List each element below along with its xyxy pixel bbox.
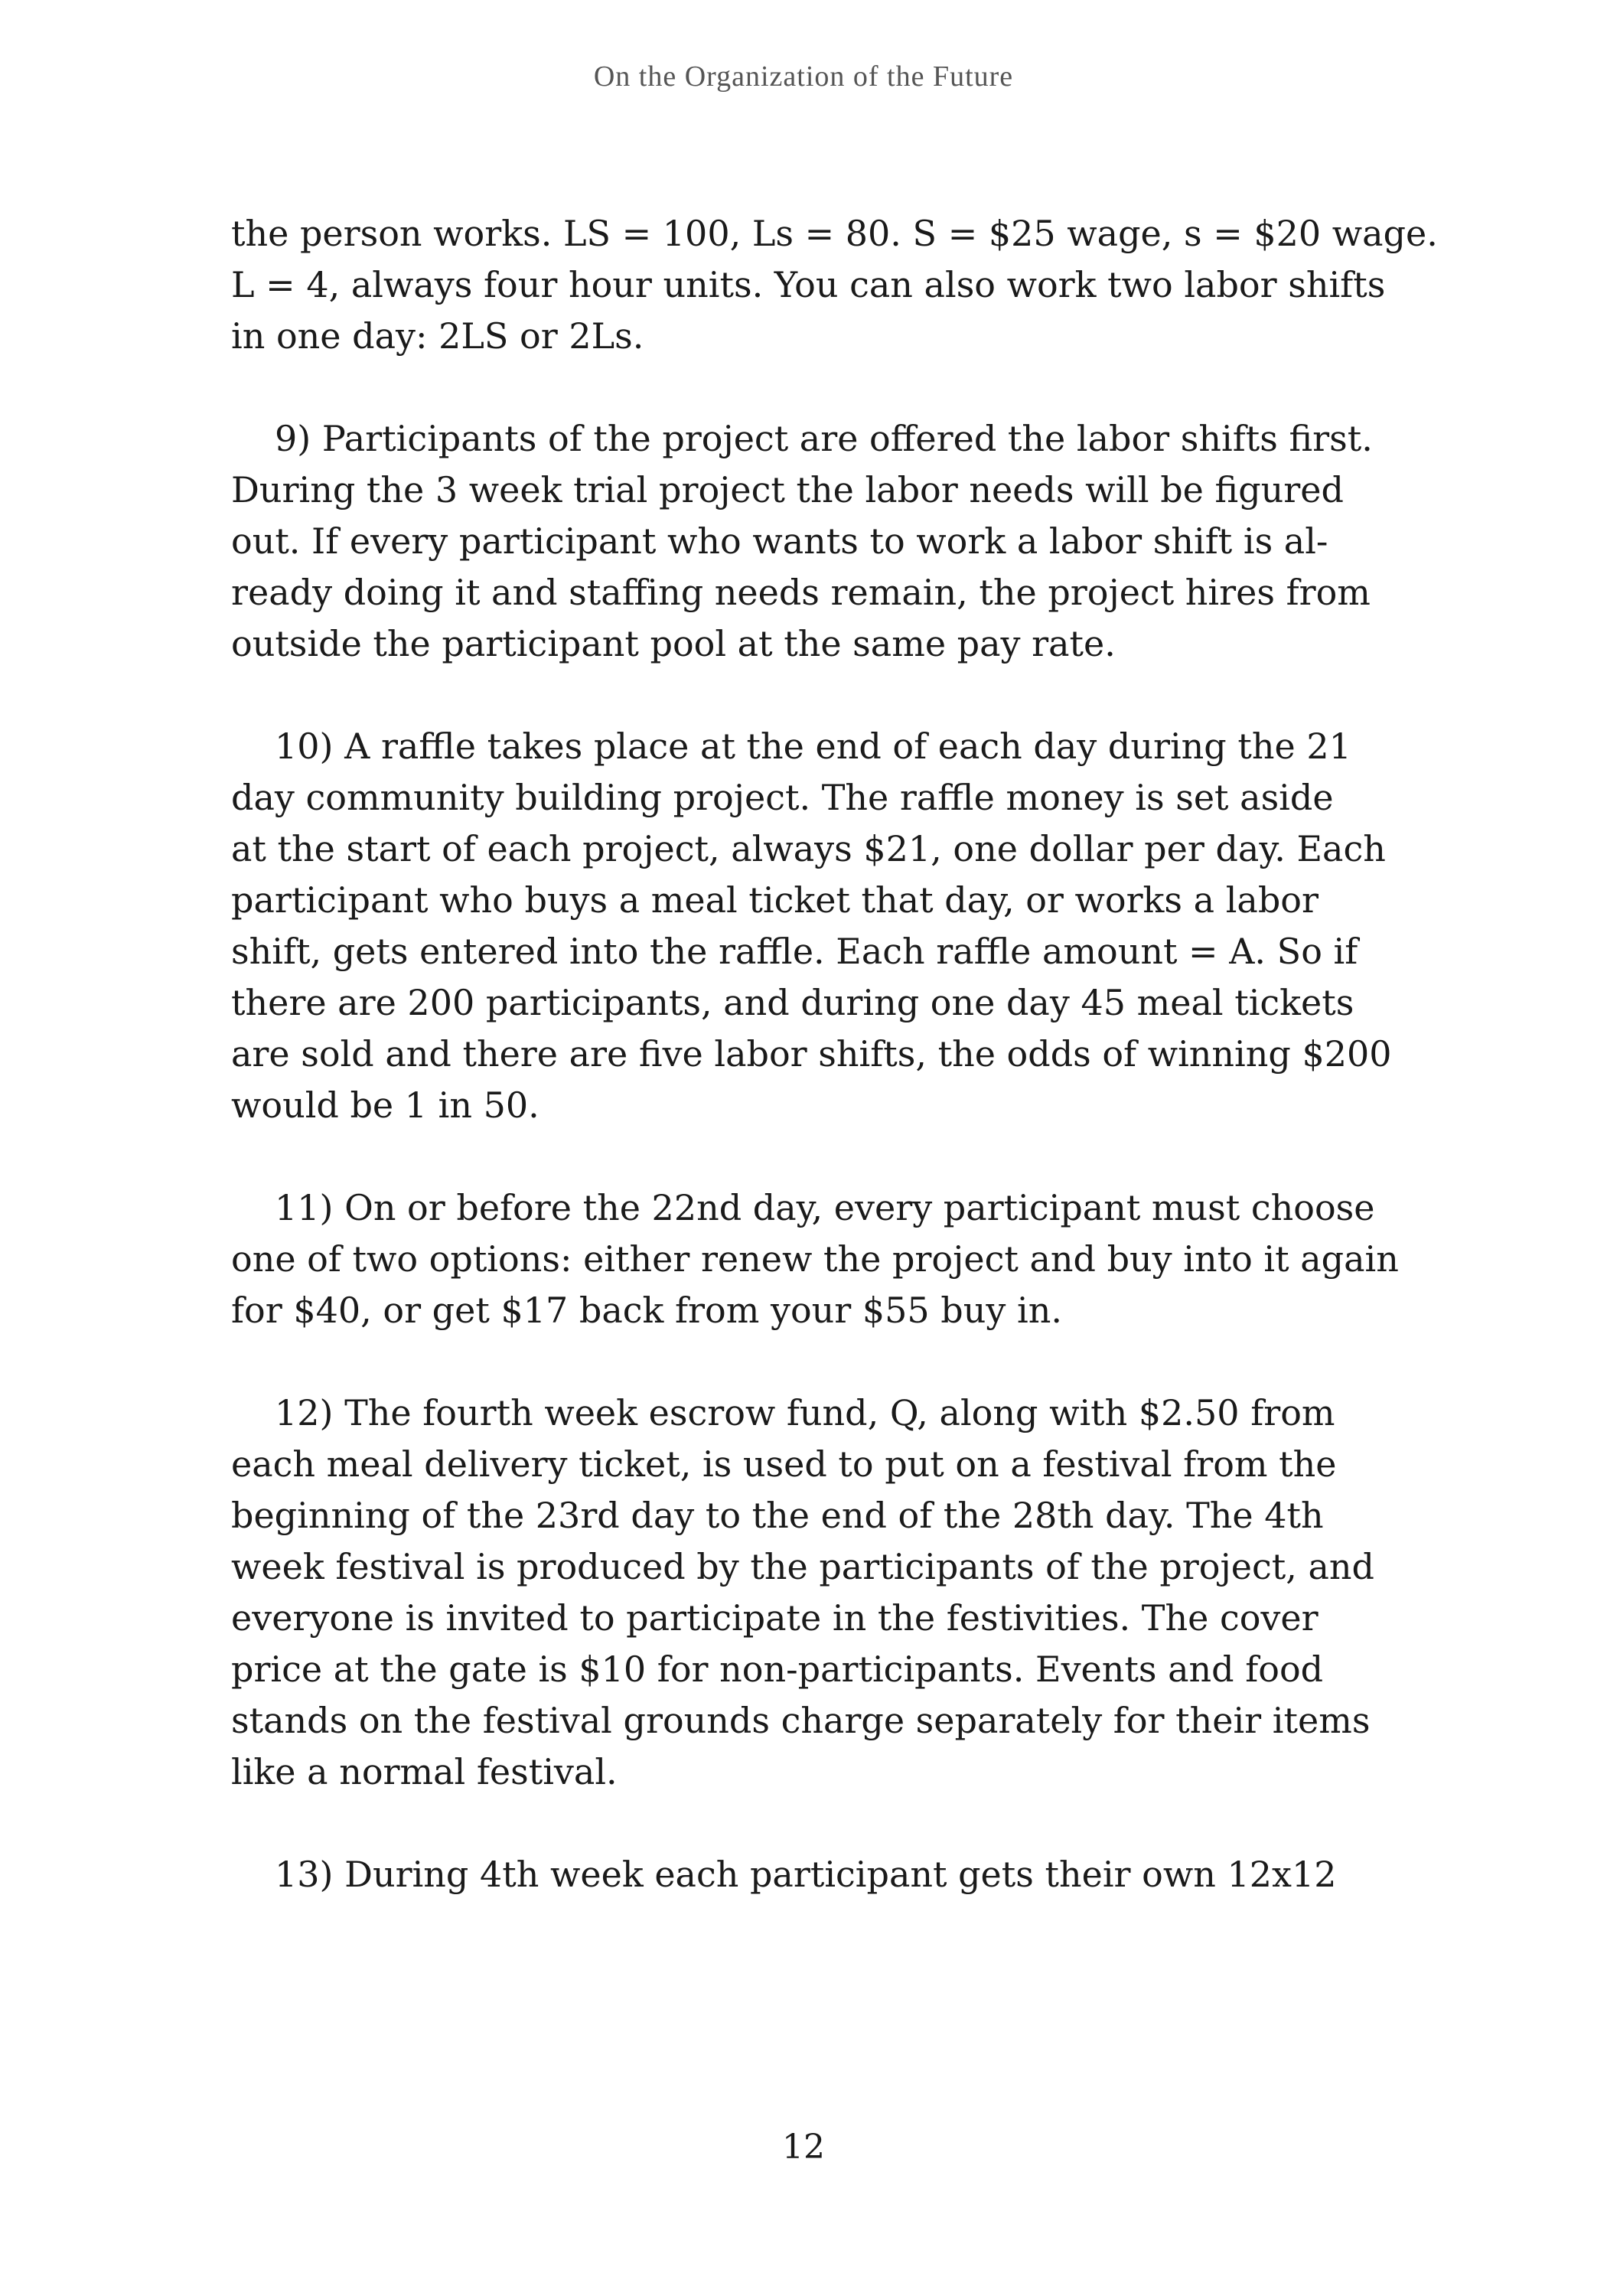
text-line: 12) The fourth week escrow fund, Q, along with $2.50 from: [275, 1392, 1335, 1433]
text-line: are sold and there are five labor shifts, the odds of winning $200: [231, 1033, 1392, 1075]
text-line: L = 4, always four hour units. You can also work two labor shifts: [231, 264, 1386, 305]
text-line: everyone is invited to participate in the festivities. The cover: [231, 1597, 1319, 1639]
text-line: like a normal festival.: [231, 1751, 618, 1792]
text-line: 10) A raffle takes place at the end of each day during the 21: [275, 726, 1351, 767]
text-line: ready doing it and staffing needs remain, the project hires from: [231, 572, 1371, 613]
text-line: 13) During 4th week each participant gets their own 12x12: [275, 1854, 1337, 1895]
text-line: shift, gets entered into the raffle. Each raffle amount = A. So if: [231, 931, 1358, 972]
paragraph: [231, 413, 1373, 670]
text-line: 9) Participants of the project are offered the labor shifts first.: [275, 418, 1373, 459]
page-body: [231, 208, 1438, 1952]
running-header: On the Organization of the Future: [593, 60, 1014, 93]
paragraph: [231, 208, 1438, 362]
text-line: at the start of each project, always $21, one dollar per day. Each: [231, 828, 1386, 869]
text-line: participant who buys a meal ticket that day, or works a labor: [231, 879, 1319, 921]
text-line: week festival is produced by the participants of the project, and: [231, 1546, 1374, 1587]
text-line: During the 3 week trial project the labor needs will be figured: [231, 469, 1344, 510]
paragraph: [231, 721, 1392, 1131]
text-line: price at the gate is $10 for non-participants. Events and food: [231, 1649, 1324, 1690]
text-line: day community building project. The raffle money is set aside: [231, 777, 1334, 818]
text-line: would be 1 in 50.: [231, 1084, 539, 1126]
paragraph: [231, 1849, 1337, 1900]
text-line: out. If every participant who wants to work a labor shift is al-: [231, 520, 1328, 562]
text-line: outside the participant pool at the same pay rate.: [231, 623, 1116, 664]
text-line: for $40, or get $17 back from your $55 buy in.: [231, 1290, 1062, 1331]
text-line: there are 200 participants, and during one day 45 meal tickets: [231, 982, 1354, 1023]
text-line: in one day: 2LS or 2Ls.: [231, 315, 644, 357]
text-line: each meal delivery ticket, is used to put on a festival from the: [231, 1443, 1337, 1485]
text-line: the person works. LS = 100, Ls = 80. S = $25 wage, s = $20 wage.: [231, 213, 1438, 254]
paragraph: [231, 1182, 1399, 1336]
paragraph: [231, 1388, 1374, 1798]
text-line: stands on the festival grounds charge separately for their items: [231, 1700, 1371, 1741]
text-line: one of two options: either renew the project and buy into it again: [231, 1238, 1399, 1280]
text-line: beginning of the 23rd day to the end of the 28th day. The 4th: [231, 1495, 1324, 1536]
text-line: 11) On or before the 22nd day, every participant must choose: [275, 1187, 1375, 1228]
page-number: 12: [782, 2128, 825, 2167]
